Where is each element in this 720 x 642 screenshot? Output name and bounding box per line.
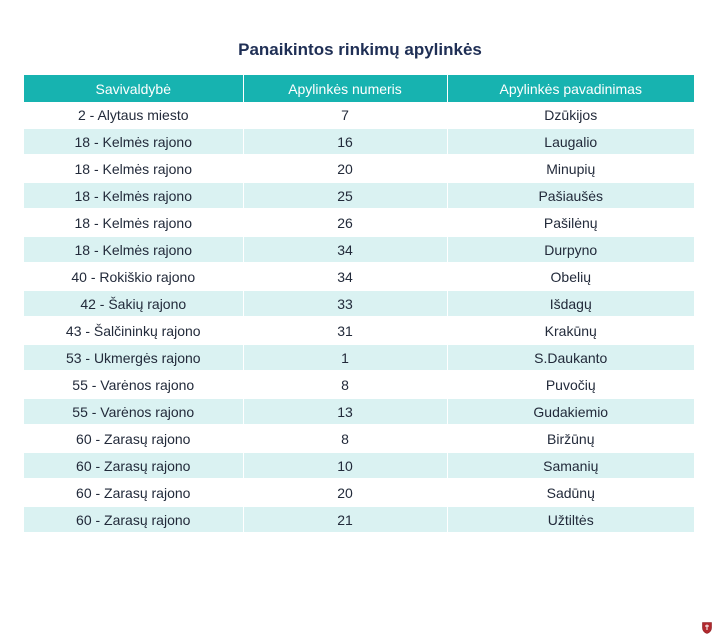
cell-municipality: 18 - Kelmės rajono [24,155,243,182]
cell-precinct-number: 20 [243,479,447,506]
cell-municipality: 55 - Varėnos rajono [24,371,243,398]
table-row [24,344,694,371]
cell-municipality: 60 - Zarasų rajono [24,479,243,506]
cell-precinct-name: Biržūnų [447,425,694,452]
cell-precinct-name: Pašilėnų [447,209,694,236]
cell-precinct-number: 34 [243,236,447,263]
column-header-precinct-number: Apylinkės numeris [243,75,447,102]
cell-municipality: 60 - Zarasų rajono [24,425,243,452]
column-header-precinct-name: Apylinkės pavadinimas [447,75,694,102]
cell-municipality: 53 - Ukmergės rajono [24,344,243,371]
cell-precinct-number: 31 [243,317,447,344]
cell-precinct-number: 8 [243,371,447,398]
data-table [24,75,694,534]
cell-municipality: 60 - Zarasų rajono [24,506,243,533]
cell-precinct-number: 26 [243,209,447,236]
table-row [24,371,694,398]
cell-municipality: 18 - Kelmės rajono [24,128,243,155]
cell-precinct-number: 1 [243,344,447,371]
cell-municipality: 60 - Zarasų rajono [24,452,243,479]
cell-municipality: 2 - Alytaus miesto [24,102,243,128]
cell-precinct-number: 10 [243,452,447,479]
table-header-row [24,75,694,102]
table-row [24,128,694,155]
cell-precinct-number: 8 [243,425,447,452]
cell-municipality: 18 - Kelmės rajono [24,182,243,209]
table-row [24,263,694,290]
cell-municipality: 40 - Rokiškio rajono [24,263,243,290]
cell-municipality: 18 - Kelmės rajono [24,209,243,236]
cell-precinct-name: Užtiltės [447,506,694,533]
table-row [24,209,694,236]
cell-precinct-number: 16 [243,128,447,155]
cell-precinct-number: 7 [243,102,447,128]
table-row [24,506,694,533]
cell-precinct-name: Gudakiemio [447,398,694,425]
cell-precinct-name: Išdagų [447,290,694,317]
table-row [24,317,694,344]
table-row [24,182,694,209]
table-row [24,398,694,425]
table-row [24,155,694,182]
cell-precinct-name: Puvočių [447,371,694,398]
table-row [24,479,694,506]
cell-precinct-name: Samanių [447,452,694,479]
table-row [24,236,694,263]
cell-precinct-name: Obelių [447,263,694,290]
cell-precinct-name: S.Daukanto [447,344,694,371]
cell-precinct-name: Dzūkijos [447,102,694,128]
cell-precinct-name: Minupių [447,155,694,182]
cell-municipality: 42 - Šakių rajono [24,290,243,317]
cell-precinct-number: 25 [243,182,447,209]
table-row [24,102,694,128]
table-row [24,452,694,479]
cell-precinct-number: 34 [243,263,447,290]
column-header-municipality: Savivaldybė [24,75,243,102]
coat-of-arms-icon [702,622,712,634]
cell-precinct-number: 20 [243,155,447,182]
table-row [24,290,694,317]
table-row [24,425,694,452]
cell-precinct-name: Durpyno [447,236,694,263]
cell-precinct-name: Pašiaušės [447,182,694,209]
page-title: Panaikintos rinkimų apylinkės [238,40,482,59]
cell-precinct-name: Sadūnų [447,479,694,506]
cell-precinct-name: Krakūnų [447,317,694,344]
cell-municipality: 43 - Šalčininkų rajono [24,317,243,344]
cell-precinct-name: Laugalio [447,128,694,155]
cell-municipality: 55 - Varėnos rajono [24,398,243,425]
cell-municipality: 18 - Kelmės rajono [24,236,243,263]
cell-precinct-number: 13 [243,398,447,425]
cell-precinct-number: 33 [243,290,447,317]
cell-precinct-number: 21 [243,506,447,533]
